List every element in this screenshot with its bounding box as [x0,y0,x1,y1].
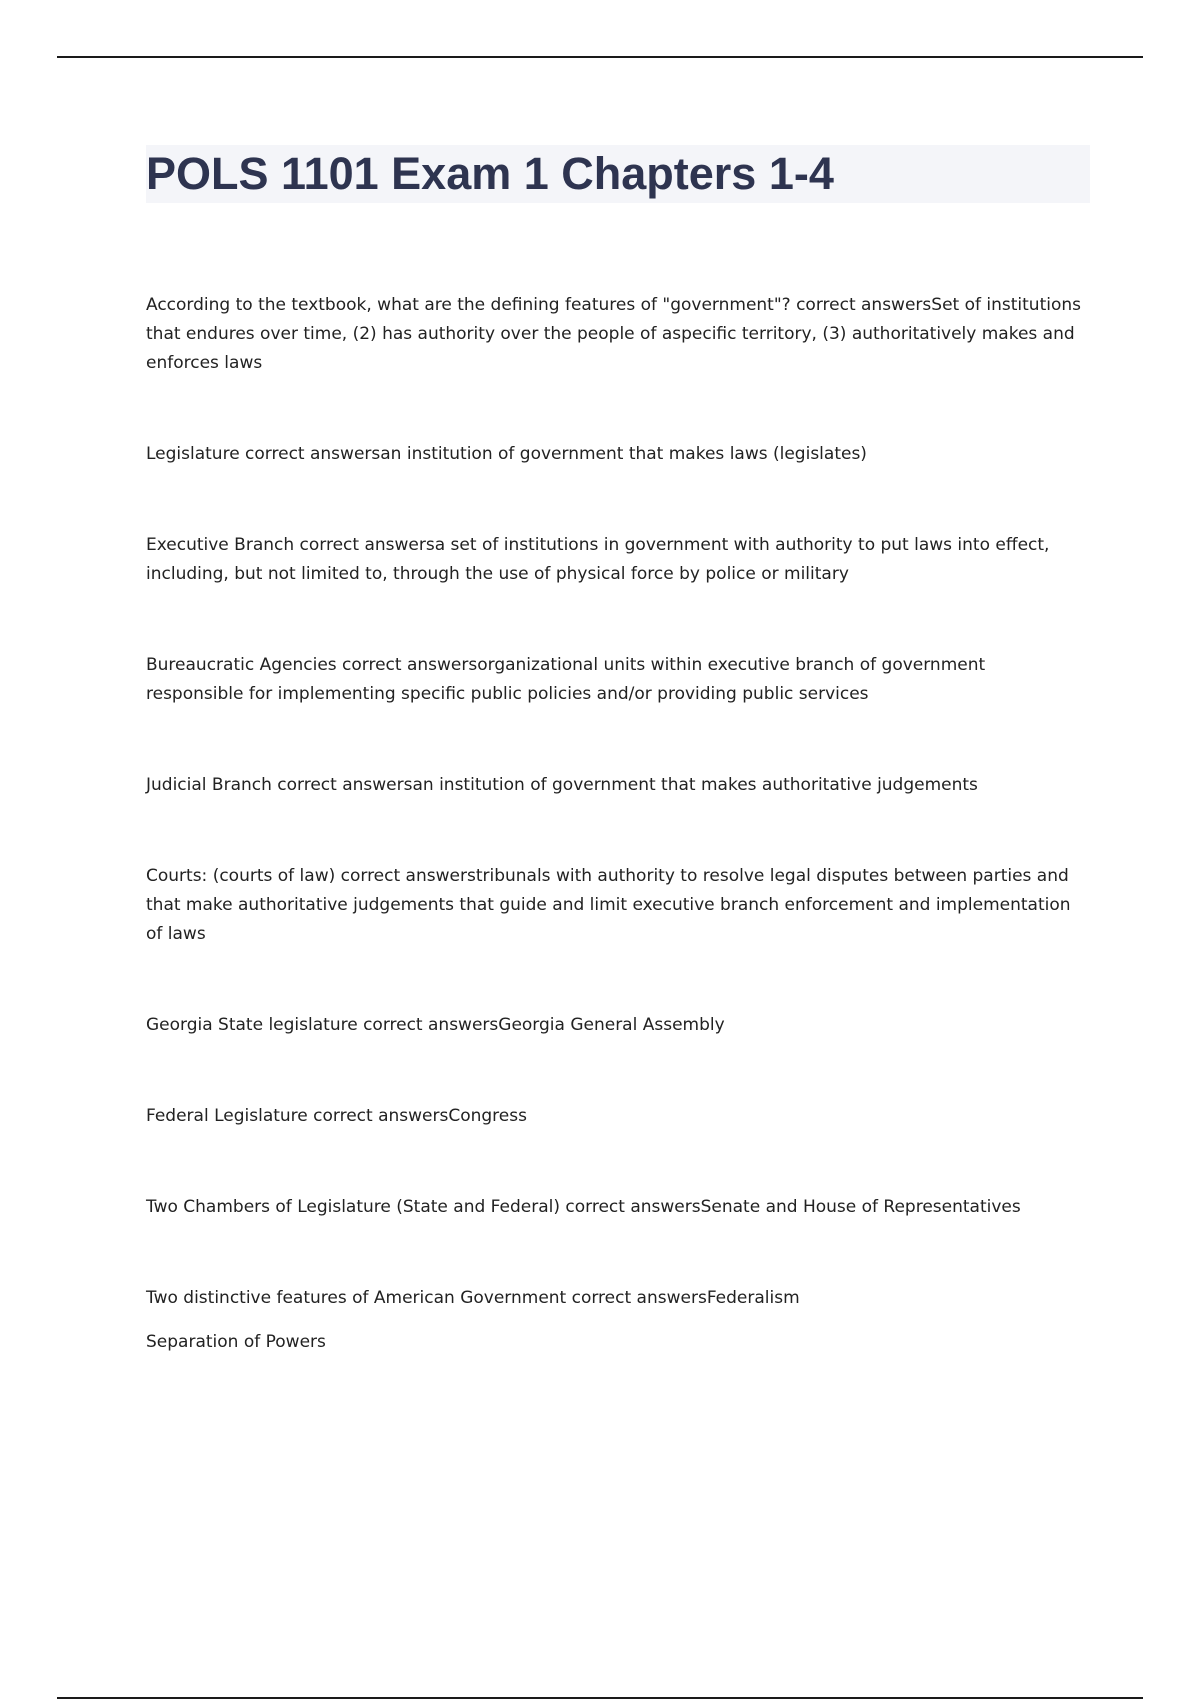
bottom-rule [57,1697,1143,1699]
answer-text: organizational units within executive branch of government responsible for implementing specific public policies and/or providing public services [146,655,986,704]
qa-entry [146,862,1086,949]
question-text: Federal Legislature correct answers [146,1106,449,1126]
question-text: Courts: (courts of law) correct answers [146,866,476,886]
answer-text-line2: Separation of Powers [146,1332,326,1352]
page-title: POLS 1101 Exam 1 Chapters 1-4 [146,148,834,199]
qa-entry [146,1284,1086,1357]
question-text: Georgia State legislature correct answers [146,1015,499,1035]
qa-entry [146,440,1086,469]
question-text: Bureaucratic Agencies correct answers [146,655,478,675]
answer-text: Federalism [706,1288,800,1308]
question-text: Executive Branch correct answers [146,535,435,555]
answer-text: Senate and House of Representatives [700,1197,1021,1217]
answer-text: Congress [448,1106,527,1126]
answer-text: Set of institutions that endures over time, (2) has authority over the people of aspecific territory, (3) authoritatively makes and enforces laws [146,295,1081,373]
question-text: Judicial Branch correct answers [146,775,413,795]
qa-entry [146,1011,1086,1040]
qa-entry [146,291,1086,378]
qa-entry [146,531,1086,589]
qa-entry [146,771,1086,800]
question-text: Two Chambers of Legislature (State and Federal) correct answers [146,1197,701,1217]
qa-entry [146,1193,1086,1222]
qa-entry [146,651,1086,709]
qa-entry [146,1102,1086,1131]
answer-text: an institution of government that makes authoritative judgements [412,775,978,795]
qa-list [146,291,1086,1357]
answer-text: tribunals with authority to resolve legal disputes between parties and that make authoritative judgements that guide and limit executive branch enforcement and implementation of laws [146,866,1071,944]
top-rule [57,56,1143,58]
question-text: Legislature correct answers [146,444,381,464]
answer-text: an institution of government that makes laws (legislates) [380,444,867,464]
answer-text: a set of institutions in government with authority to put laws into effect, including, but not limited to, through the use of physical force by police or military [146,535,1050,584]
question-text: Two distinctive features of American Government correct answers [146,1288,707,1308]
question-text: According to the textbook, what are the defining features of "government"? correct answers [146,295,932,315]
answer-text: Georgia General Assembly [498,1015,725,1035]
